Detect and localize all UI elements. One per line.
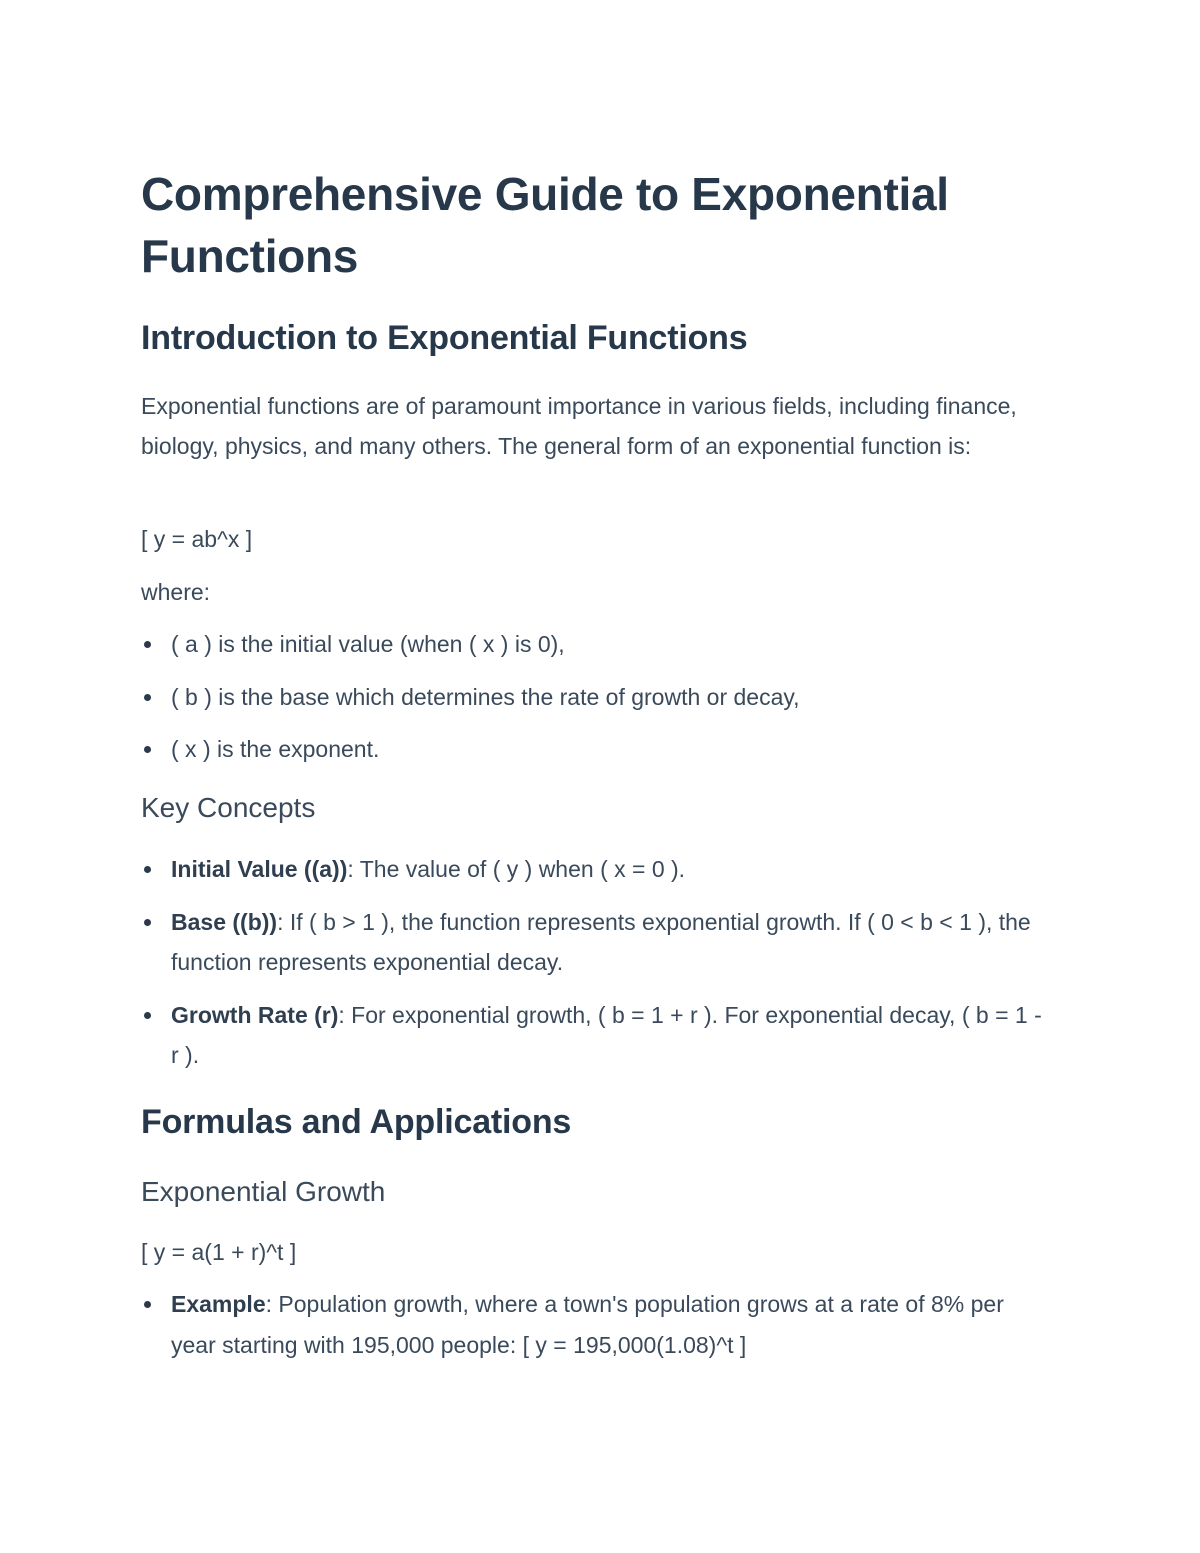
where-label: where: <box>141 579 211 605</box>
page-title: Comprehensive Guide to Exponential Functions <box>141 168 949 282</box>
list-item-text: ( b ) is the base which determines the rate of growth or decay, <box>171 683 800 710</box>
growth-formula: [ y = a(1 + r)^t ] <box>141 1239 297 1265</box>
term-description: : If ( b > 1 ), the function represents exponential growth. If ( 0 < b < 1 ), the function represents exponential decay. <box>171 908 1031 975</box>
list-item <box>141 729 1051 770</box>
list-item <box>141 677 1051 718</box>
list-item <box>141 902 1051 983</box>
term-label: Example <box>171 1291 266 1317</box>
key-concepts-list <box>141 849 1051 1076</box>
intro-paragraph: Exponential functions are of paramount importance in various fields, including finance, biology, physics, and many others. The general form of an exponential function is: <box>141 393 1017 459</box>
term-description: : The value of ( y ) when ( x = 0 ). <box>347 856 686 882</box>
bullet-icon <box>144 694 151 701</box>
bullet-icon <box>144 919 151 926</box>
growth-examples-list <box>141 1284 1051 1365</box>
list-item-text: ( a ) is the initial value (when ( x ) is 0), <box>171 631 565 657</box>
variable-list <box>141 624 1051 770</box>
formulas-heading: Formulas and Applications <box>141 1103 572 1141</box>
term-description: : For exponential growth, ( b = 1 + r ). For exponential decay, ( b = 1 - r ). <box>171 1001 1042 1068</box>
list-item-text: ( x ) is the exponent. <box>171 736 380 762</box>
intro-heading: Introduction to Exponential Functions <box>141 319 748 357</box>
bullet-icon <box>144 866 151 873</box>
term-label: Base ((b)) <box>171 908 278 935</box>
term-description: : Population growth, where a town's population grows at a rate of 8% per year starting with 195,000 people: [ y = 195,000(1.08)^t ] <box>171 1291 1004 1358</box>
term-label: Initial Value ((a)) <box>171 856 348 882</box>
list-item <box>141 624 1051 665</box>
bullet-icon <box>144 746 151 753</box>
bullet-icon <box>144 641 151 648</box>
list-item <box>141 849 1051 890</box>
bullet-icon <box>144 1012 151 1019</box>
list-item <box>141 995 1051 1076</box>
term-label: Growth Rate (r) <box>171 1001 339 1028</box>
key-concepts-heading: Key Concepts <box>141 792 316 823</box>
general-formula: [ y = ab^x ] <box>141 526 253 552</box>
bullet-icon <box>144 1301 151 1308</box>
exponential-growth-heading: Exponential Growth <box>141 1176 386 1207</box>
list-item <box>141 1284 1051 1365</box>
